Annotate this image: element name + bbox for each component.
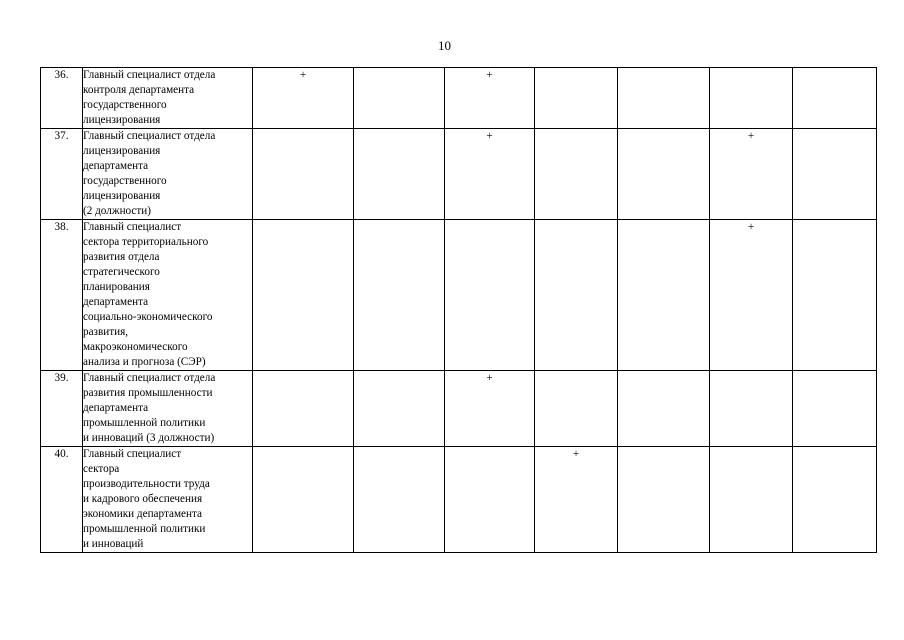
mark-cell bbox=[445, 447, 535, 553]
position-title-line: промышленной политики bbox=[83, 417, 206, 429]
mark-cell bbox=[253, 447, 354, 553]
mark-cell: + bbox=[710, 129, 793, 220]
mark-cell bbox=[535, 129, 618, 220]
position-title-line: социально-экономического bbox=[83, 311, 213, 323]
mark-cell bbox=[710, 371, 793, 447]
mark-cell bbox=[618, 220, 710, 371]
mark-cell: + bbox=[445, 68, 535, 129]
mark-cell bbox=[354, 68, 445, 129]
table-row bbox=[41, 220, 877, 371]
position-title bbox=[83, 447, 253, 553]
mark-cell bbox=[535, 68, 618, 129]
position-title bbox=[83, 129, 253, 220]
position-title-line: промышленной политики bbox=[83, 523, 206, 535]
mark-cell bbox=[253, 220, 354, 371]
position-title-line: лицензирования bbox=[83, 190, 161, 202]
mark-cell: + bbox=[710, 220, 793, 371]
position-title-line: государственного bbox=[83, 175, 167, 187]
position-title-line: сектора bbox=[83, 463, 120, 475]
table-row bbox=[41, 447, 877, 553]
row-number: 38. bbox=[41, 220, 83, 371]
position-title bbox=[83, 220, 253, 371]
position-title-line: Главный специалист bbox=[83, 448, 182, 460]
position-title-line: департамента bbox=[83, 402, 149, 414]
position-title-line: и инноваций bbox=[83, 538, 144, 550]
position-title-line: Главный специалист bbox=[83, 221, 182, 233]
position-title-line: макроэкономического bbox=[83, 341, 188, 353]
position-title-line: сектора территориального bbox=[83, 236, 209, 248]
mark-cell bbox=[793, 447, 877, 553]
page-number: 10 bbox=[438, 38, 451, 53]
position-title-line: и инноваций (3 должности) bbox=[83, 432, 215, 444]
position-title bbox=[83, 68, 253, 129]
mark-cell bbox=[354, 129, 445, 220]
position-title-line: государственного bbox=[83, 99, 167, 111]
position-title-line: и кадрового обеспечения bbox=[83, 493, 203, 505]
mark-cell bbox=[354, 447, 445, 553]
position-title-line: анализа и прогноза (СЭР) bbox=[83, 356, 206, 368]
position-title-line: планирования bbox=[83, 281, 150, 293]
mark-cell: + bbox=[535, 447, 618, 553]
mark-cell: + bbox=[445, 371, 535, 447]
mark-cell bbox=[618, 68, 710, 129]
table-row bbox=[41, 68, 877, 129]
table-body bbox=[41, 68, 877, 553]
mark-cell: + bbox=[253, 68, 354, 129]
mark-cell bbox=[535, 371, 618, 447]
mark-cell bbox=[793, 129, 877, 220]
mark-cell bbox=[618, 447, 710, 553]
position-title-line: контроля департамента bbox=[83, 84, 195, 96]
mark-cell bbox=[354, 371, 445, 447]
row-number: 37. bbox=[41, 129, 83, 220]
position-title-line: лицензирования bbox=[83, 114, 161, 126]
row-number: 39. bbox=[41, 371, 83, 447]
mark-cell bbox=[253, 129, 354, 220]
mark-cell bbox=[793, 68, 877, 129]
position-title-line: стратегического bbox=[83, 266, 160, 278]
mark-cell bbox=[618, 129, 710, 220]
position-title-line: (2 должности) bbox=[83, 205, 151, 217]
position-title-line: производительности труда bbox=[83, 478, 210, 490]
positions-table bbox=[40, 67, 877, 553]
position-title-line: Главный специалист отдела bbox=[83, 130, 216, 142]
mark-cell bbox=[710, 447, 793, 553]
position-title-line: Главный специалист отдела bbox=[83, 372, 216, 384]
mark-cell bbox=[793, 220, 877, 371]
mark-cell bbox=[445, 220, 535, 371]
position-title-line: департамента bbox=[83, 296, 149, 308]
position-title-line: департамента bbox=[83, 160, 149, 172]
mark-cell bbox=[354, 220, 445, 371]
position-title-line: лицензирования bbox=[83, 145, 161, 157]
mark-cell bbox=[535, 220, 618, 371]
mark-cell bbox=[618, 371, 710, 447]
mark-cell bbox=[253, 371, 354, 447]
position-title bbox=[83, 371, 253, 447]
position-title-line: экономики департамента bbox=[83, 508, 202, 520]
row-number: 40. bbox=[41, 447, 83, 553]
mark-cell: + bbox=[445, 129, 535, 220]
position-title-line: развития промышленности bbox=[83, 387, 213, 399]
row-number: 36. bbox=[41, 68, 83, 129]
position-title-line: развития отдела bbox=[83, 251, 160, 263]
mark-cell bbox=[793, 371, 877, 447]
position-title-line: развития, bbox=[83, 326, 129, 338]
table-row bbox=[41, 371, 877, 447]
mark-cell bbox=[710, 68, 793, 129]
table-row bbox=[41, 129, 877, 220]
position-title-line: Главный специалист отдела bbox=[83, 69, 216, 81]
